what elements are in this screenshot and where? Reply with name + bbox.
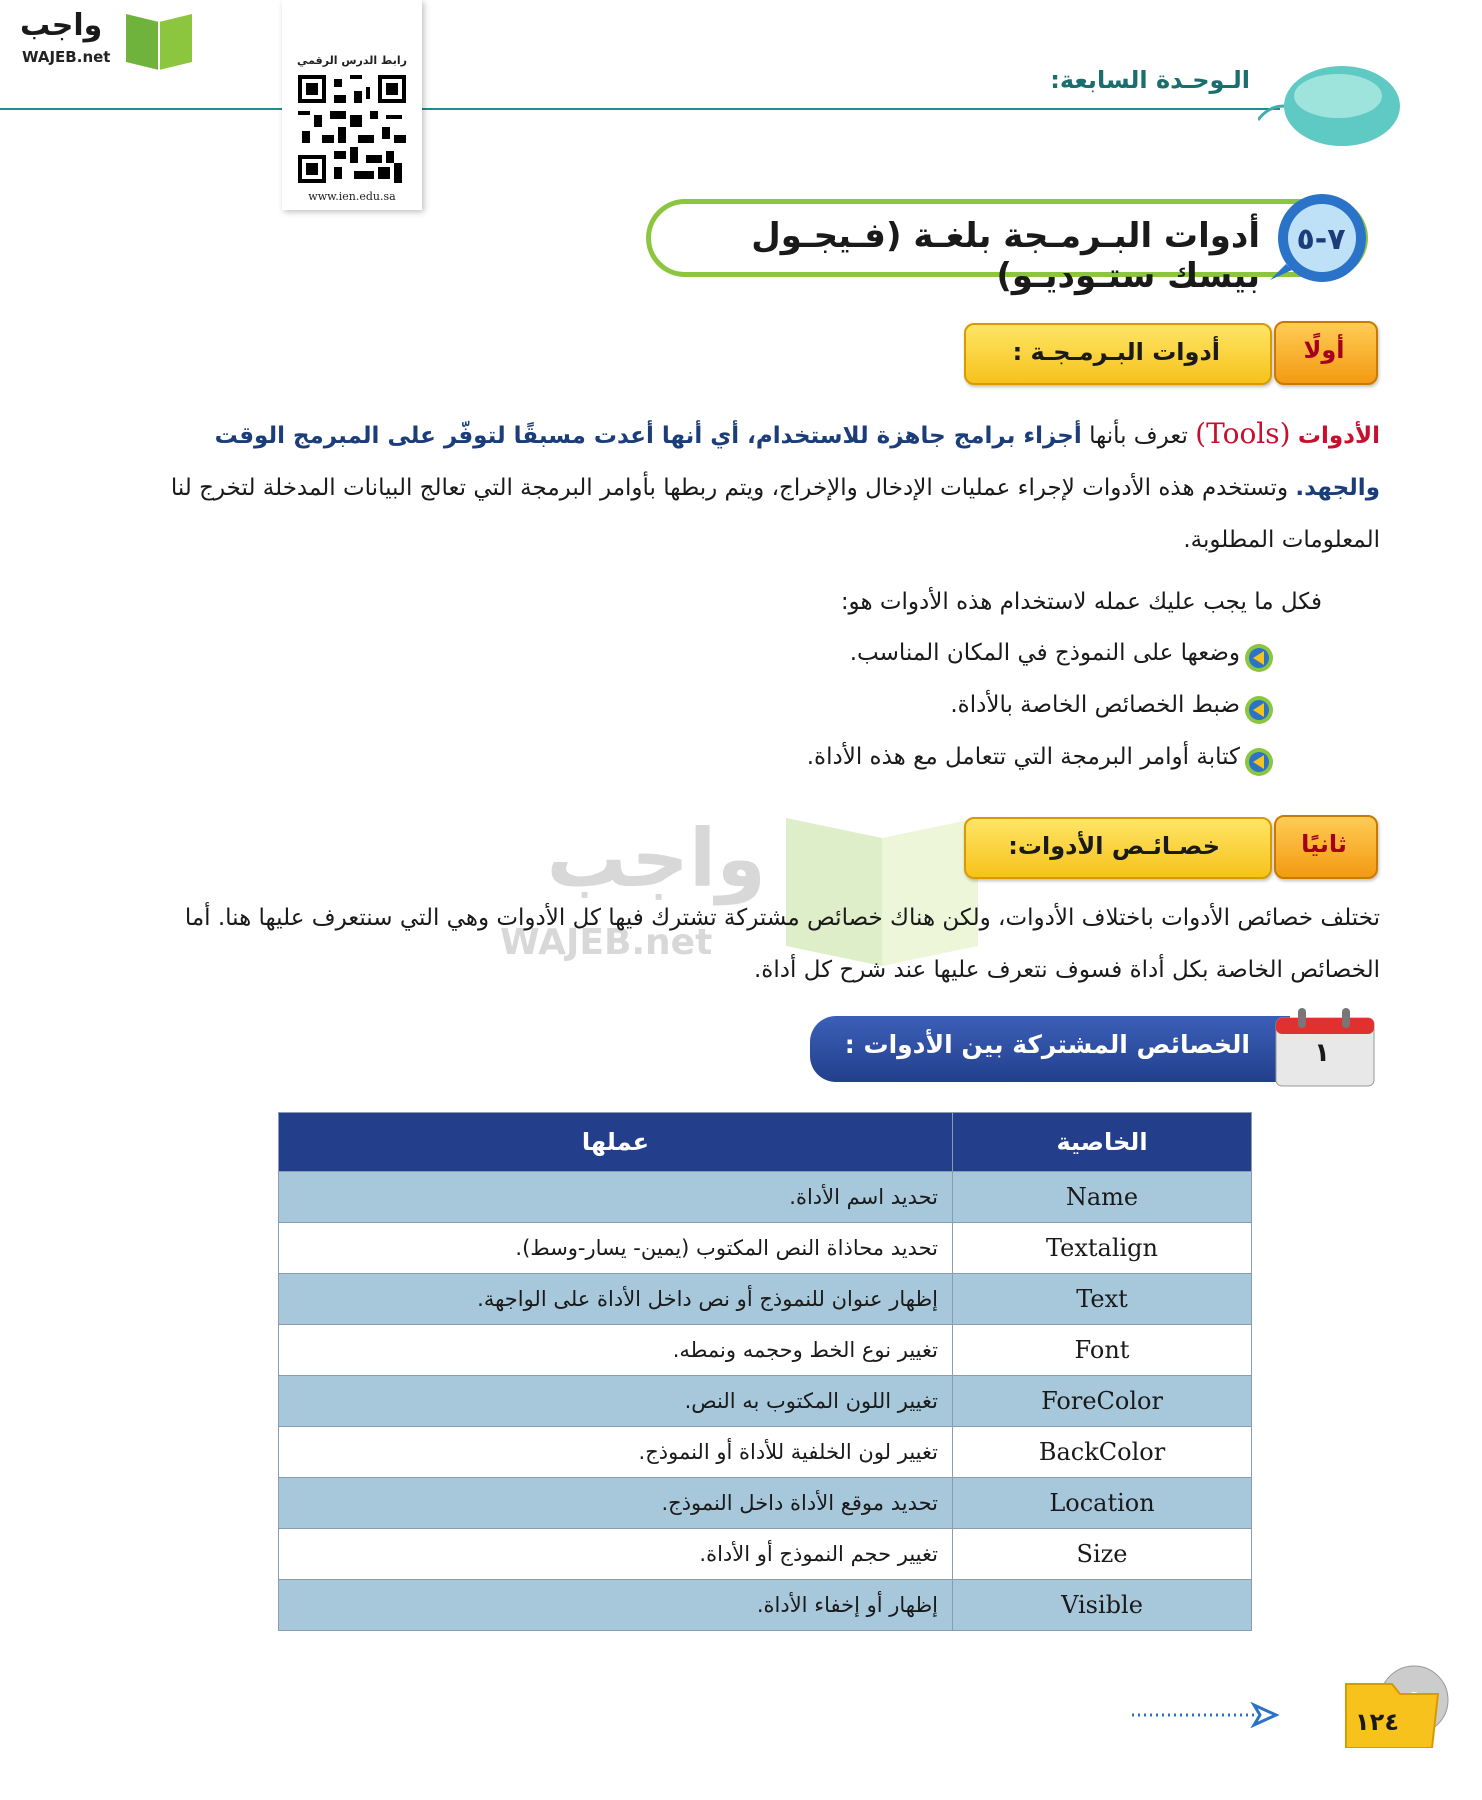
computer-mouse-icon: [1258, 60, 1402, 152]
logo-word: واجب: [20, 8, 103, 43]
bullet-arrow-icon: [1244, 747, 1274, 777]
part1-number: أولًا: [1303, 336, 1345, 364]
table-row: [279, 1274, 1252, 1325]
property-function: إظهار أو إخفاء الأداة.: [279, 1580, 953, 1631]
table-row: [279, 1529, 1252, 1580]
site-logo[interactable]: [12, 8, 192, 70]
part2-title: خصـائـص الأدوات:: [1008, 832, 1220, 860]
page-number: ١٢٤: [1355, 1708, 1399, 1736]
part2-paragraph: تختلف خصائص الأدوات باختلاف الأدوات، ولكن هناك خصائص مشتركة تشترك فيها كل الأدوات وهي التي سنتعرف عليها هنا. أما الخصائص الخاصة بكل أداة فسوف نتعرف عليها عند شرح كل أداة.: [184, 905, 1380, 983]
watermark-net: WAJEB.net: [500, 922, 713, 963]
open-book-icon: [120, 12, 198, 70]
property-name: ForeColor: [953, 1376, 1252, 1427]
bullet-item: ضبط الخصائص الخاصة بالأداة.: [950, 692, 1240, 718]
qr-card[interactable]: [282, 0, 422, 210]
property-function: تغيير حجم النموذج أو الأداة.: [279, 1529, 953, 1580]
part1-paragraph: [170, 408, 1380, 566]
qr-url[interactable]: www.ien.edu.sa: [308, 190, 396, 203]
table-row: [279, 1325, 1252, 1376]
property-function: تغيير نوع الخط وحجمه ونمطه.: [279, 1325, 953, 1376]
subsection-title: الخصائص المشتركة بين الأدوات :: [844, 1030, 1250, 1059]
table-row: [279, 1376, 1252, 1427]
subsection-number: ١: [1314, 1038, 1330, 1068]
term-tools-en: (Tools): [1195, 417, 1291, 450]
property-name: Location: [953, 1478, 1252, 1529]
table-row: [279, 1427, 1252, 1478]
term-tools: الأدوات: [1297, 423, 1380, 449]
properties-table: [278, 1112, 1252, 1631]
bullet-item: كتابة أوامر البرمجة التي تتعامل مع هذه الأداة.: [806, 744, 1240, 770]
property-function: تحديد موقع الأداة داخل النموذج.: [279, 1478, 953, 1529]
property-name: Text: [953, 1274, 1252, 1325]
qr-code-icon[interactable]: [298, 74, 406, 184]
property-function: تغيير لون الخلفية للأداة أو النموذج.: [279, 1427, 953, 1478]
property-name: Font: [953, 1325, 1252, 1376]
section-title: أدوات البـرمـجة بلغـة (فـيجـول بيسك ستـوديـو): [751, 216, 1260, 296]
intro-mid: تعرف بأنها: [1089, 423, 1188, 449]
table-row: [279, 1172, 1252, 1223]
qr-label: رابط الدرس الرقمي: [297, 54, 407, 67]
watermark-word: واجب: [546, 812, 766, 905]
property-name: Size: [953, 1529, 1252, 1580]
property-name: Textalign: [953, 1223, 1252, 1274]
bullet-arrow-icon: [1244, 643, 1274, 673]
header-function: عملها: [279, 1113, 953, 1172]
section-number: ٧-٥: [1296, 222, 1346, 257]
property-function: تحديد محاذاة النص المكتوب (يمين- يسار-وسط).: [279, 1223, 953, 1274]
bullet-arrow-icon: [1244, 695, 1274, 725]
part1-title: أدوات البـرمـجـة :: [1012, 338, 1220, 366]
table-row: [279, 1223, 1252, 1274]
property-function: تغيير اللون المكتوب به النص.: [279, 1376, 953, 1427]
dotted-arrow-icon: [1130, 1702, 1280, 1728]
intro-rest: وتستخدم هذه الأدوات لإجراء عمليات الإدخال والإخراج، ويتم ربطها بأوامر البرمجة التي تعالج البيانات المدخلة لتخرج لنا المعلومات المطلوبة.: [170, 475, 1380, 553]
table-header-row: [279, 1113, 1252, 1172]
property-name: BackColor: [953, 1427, 1252, 1478]
part2-number: ثانيًا: [1301, 830, 1347, 858]
bullet-item: وضعها على النموذج في المكان المناسب.: [849, 640, 1240, 666]
header-divider: [0, 108, 1280, 110]
unit-title: الـوحـدة السابعة:: [1050, 66, 1250, 94]
header-property: الخاصية: [953, 1113, 1252, 1172]
property-name: Visible: [953, 1580, 1252, 1631]
table-row: [279, 1580, 1252, 1631]
part1-lead: فكل ما يجب عليك عمله لاستخدام هذه الأدوات هو:: [840, 589, 1322, 615]
property-name: Name: [953, 1172, 1252, 1223]
logo-net: WAJEB.net: [22, 48, 111, 66]
table-row: [279, 1478, 1252, 1529]
property-function: تحديد اسم الأداة.: [279, 1172, 953, 1223]
intro-highlight: أجزاء برامج جاهزة للاستخدام، أي أنها أعدت مسبقًا لتوفّر على المبرمج الوقت والجهد.: [214, 423, 1380, 501]
property-function: إظهار عنوان للنموذج أو نص داخل الأداة على الواجهة.: [279, 1274, 953, 1325]
